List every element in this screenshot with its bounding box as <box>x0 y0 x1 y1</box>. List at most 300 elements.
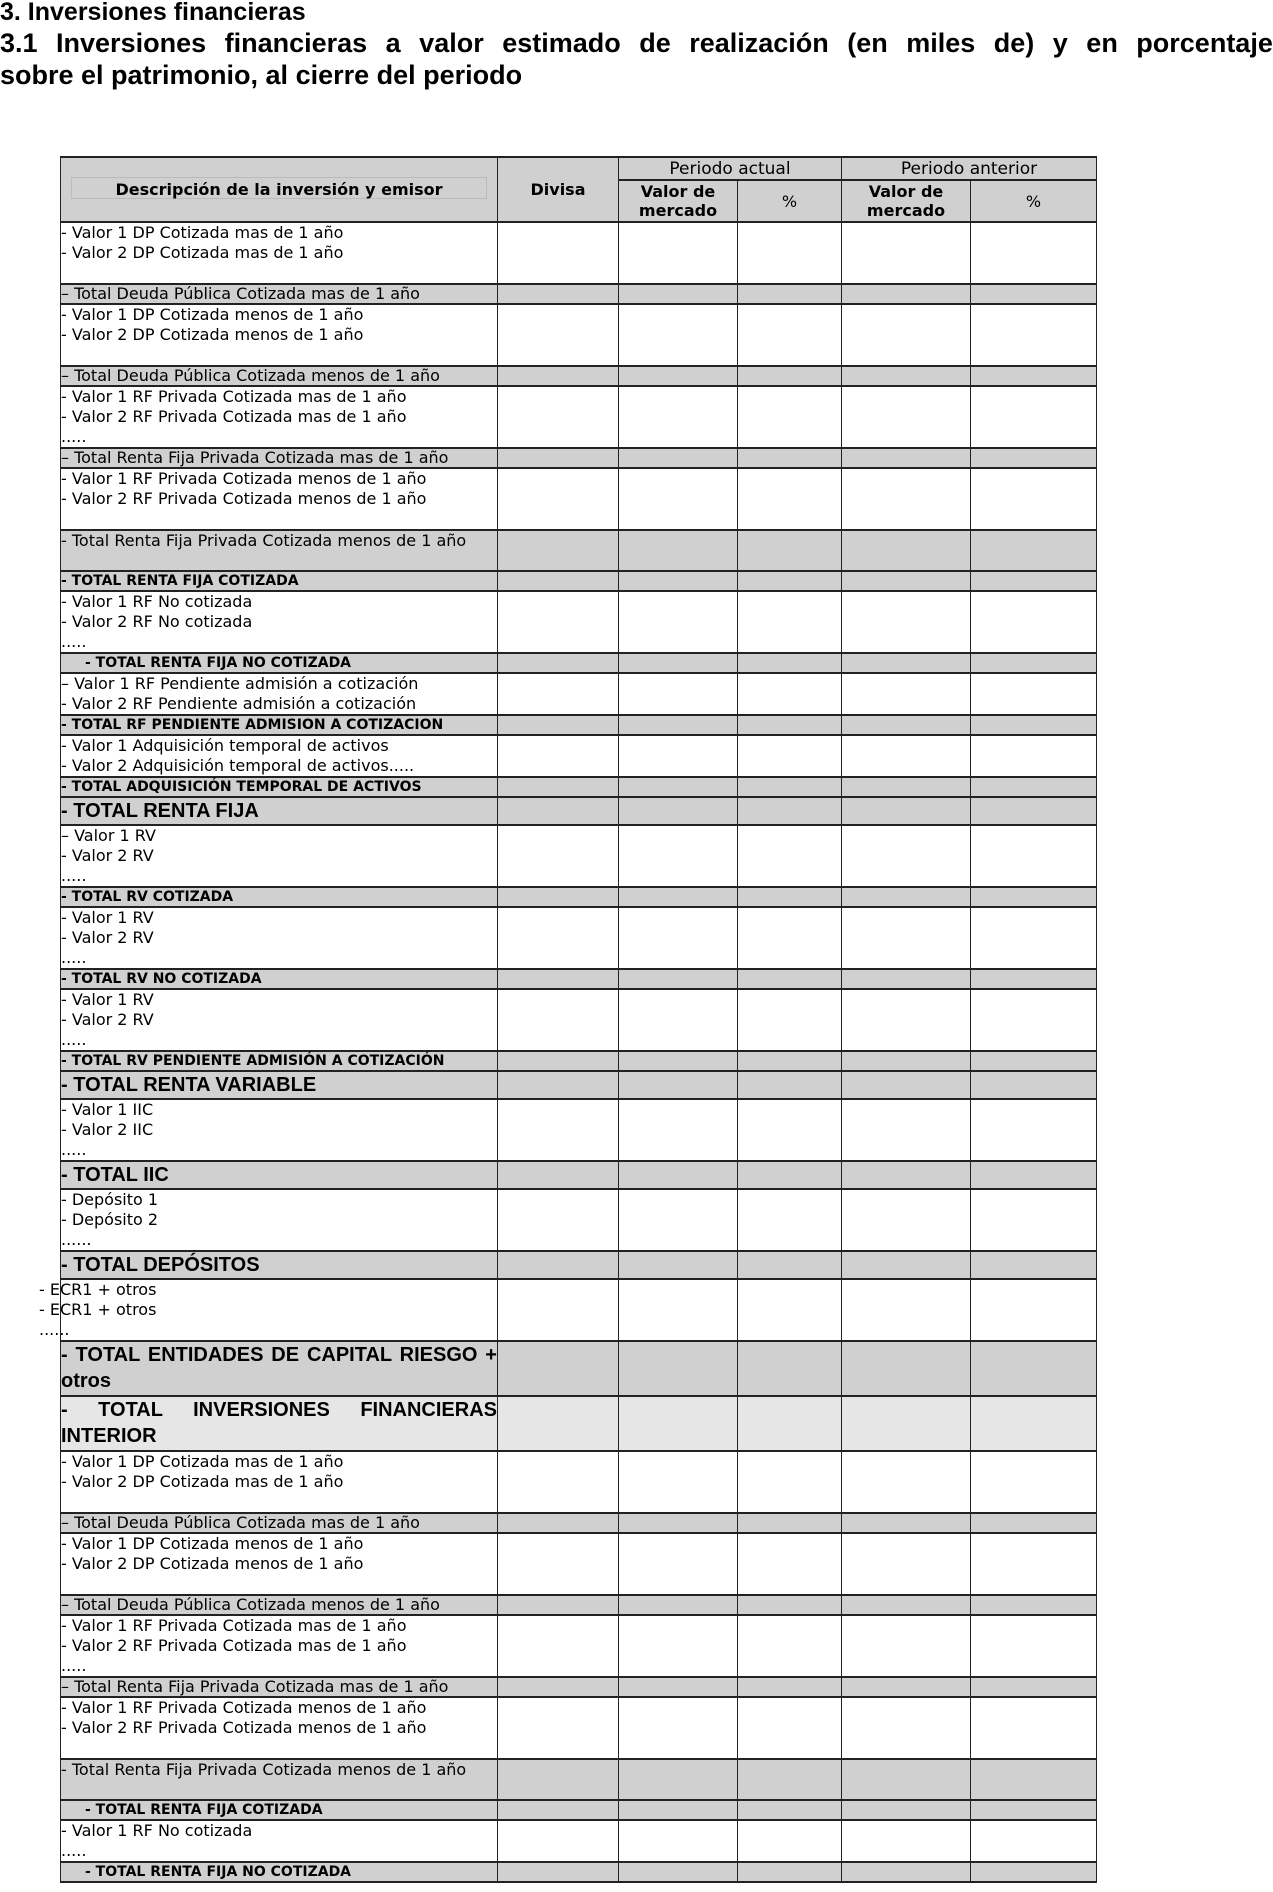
market-value-previous-cell <box>842 448 971 468</box>
table-row <box>61 653 1097 673</box>
market-value-current-cell <box>619 591 738 653</box>
market-value-previous-cell <box>842 1099 971 1161</box>
description-cell <box>61 1396 498 1451</box>
percent-current-cell <box>738 1341 842 1396</box>
market-value-previous-cell <box>842 1189 971 1251</box>
line-item <box>61 1574 497 1594</box>
description-cell <box>61 468 498 530</box>
percent-current-cell <box>738 735 842 777</box>
market-value-previous-cell <box>842 1279 971 1341</box>
table-row <box>61 1677 1097 1697</box>
total-label: – Total Deuda Pública Cotizada menos de 1 año <box>61 366 440 385</box>
percent-current-cell <box>738 1071 842 1099</box>
market-value-previous-cell <box>842 1800 971 1820</box>
table-row <box>61 591 1097 653</box>
percent-previous-cell <box>971 448 1097 468</box>
line-item: - Valor 1 DP Cotizada mas de 1 año <box>61 1452 344 1471</box>
total-label: – Total Renta Fija Privada Cotizada mas de 1 año <box>61 448 449 467</box>
line-item: - Valor 1 RF Privada Cotizada menos de 1 año <box>61 469 427 488</box>
description-cell <box>61 1800 498 1820</box>
description-cell <box>61 591 498 653</box>
currency-cell <box>498 284 619 304</box>
currency-cell <box>498 989 619 1051</box>
market-value-previous-cell <box>842 653 971 673</box>
description-cell <box>61 571 498 591</box>
total-label: - TOTAL RENTA FIJA NO COTIZADA <box>85 1864 352 1880</box>
header-current-period: Periodo actual <box>619 157 842 180</box>
line-item: - Valor 2 Adquisición temporal de activos..... <box>61 756 415 775</box>
subtitle-word: y <box>1052 28 1068 58</box>
percent-previous-cell <box>971 468 1097 530</box>
percent-current-cell <box>738 1251 842 1279</box>
percent-current-cell <box>738 1820 842 1862</box>
description-cell <box>61 969 498 989</box>
currency-cell <box>498 969 619 989</box>
percent-current-cell <box>738 1189 842 1251</box>
currency-cell <box>498 735 619 777</box>
currency-cell <box>498 1759 619 1800</box>
line-item: ...... <box>61 1230 92 1249</box>
line-item: ..... <box>61 866 87 885</box>
percent-previous-cell <box>971 1677 1097 1697</box>
percent-current-cell <box>738 1513 842 1533</box>
table-row <box>61 530 1097 571</box>
market-value-current-cell <box>619 1279 738 1341</box>
subtitle-word: porcentaje <box>1136 28 1273 58</box>
subtitle-number: 3.1 <box>0 28 38 58</box>
description-cell <box>61 1862 498 1882</box>
subtitle-word: realización <box>689 28 829 58</box>
percent-current-cell <box>738 777 842 797</box>
header-currency: Divisa <box>498 157 619 222</box>
percent-previous-cell <box>971 653 1097 673</box>
market-value-previous-cell <box>842 1451 971 1513</box>
market-value-current-cell <box>619 1800 738 1820</box>
market-value-current-cell <box>619 222 738 284</box>
table-row <box>61 1800 1097 1820</box>
subtitle-word: (en <box>847 28 888 58</box>
description-cell <box>61 887 498 907</box>
line-item: - Valor 2 RV <box>61 928 154 947</box>
percent-previous-cell <box>971 1451 1097 1513</box>
description-cell <box>39 1279 498 1341</box>
currency-cell <box>498 715 619 735</box>
description-cell <box>61 1099 498 1161</box>
market-value-previous-cell <box>842 366 971 386</box>
table-row <box>61 907 1097 969</box>
percent-previous-cell <box>971 1513 1097 1533</box>
table-row <box>61 1051 1097 1071</box>
table-row <box>61 1161 1097 1189</box>
currency-cell <box>498 1820 619 1862</box>
percent-current-cell <box>738 1279 842 1341</box>
line-item: ...... <box>39 1320 70 1339</box>
market-value-current-cell <box>619 1595 738 1615</box>
currency-cell <box>498 1595 619 1615</box>
line-item <box>61 1738 497 1758</box>
market-value-previous-cell <box>842 1051 971 1071</box>
table-row <box>61 989 1097 1051</box>
percent-current-cell <box>738 907 842 969</box>
percent-previous-cell <box>971 591 1097 653</box>
percent-current-cell <box>738 468 842 530</box>
total-label: - TOTAL ADQUISICIÓN TEMPORAL DE ACTIVOS <box>61 779 422 795</box>
total-label: - TOTAL DEPÓSITOS <box>61 1254 260 1276</box>
currency-cell <box>498 1862 619 1882</box>
total-label: - TOTAL RV NO COTIZADA <box>61 971 262 987</box>
percent-current-cell <box>738 673 842 715</box>
total-label: - Total Renta Fija Privada Cotizada menos de 1 año <box>61 531 467 550</box>
market-value-current-cell <box>619 777 738 797</box>
currency-cell <box>498 1396 619 1451</box>
table-row <box>61 1071 1097 1099</box>
percent-previous-cell <box>971 222 1097 284</box>
table-row <box>61 386 1097 448</box>
section-title: 3. Inversiones financieras <box>0 0 306 26</box>
line-item: ..... <box>61 427 87 446</box>
currency-cell <box>498 653 619 673</box>
table-row <box>61 1341 1097 1396</box>
total-label: - TOTAL RENTA FIJA COTIZADA <box>85 1802 323 1818</box>
percent-previous-cell <box>971 1615 1097 1677</box>
percent-previous-cell <box>971 825 1097 887</box>
percent-current-cell <box>738 1595 842 1615</box>
percent-previous-cell <box>971 571 1097 591</box>
header-previous-period: Periodo anterior <box>842 157 1097 180</box>
line-item <box>61 1492 497 1512</box>
currency-cell <box>498 1697 619 1759</box>
description-cell <box>61 1697 498 1759</box>
currency-cell <box>498 386 619 448</box>
market-value-previous-cell <box>842 777 971 797</box>
table-row <box>61 1697 1097 1759</box>
line-item <box>61 345 497 365</box>
currency-cell <box>498 571 619 591</box>
market-value-current-cell <box>619 1862 738 1882</box>
percent-current-cell <box>738 1161 842 1189</box>
line-item: - ECR1 + otros <box>39 1280 157 1299</box>
percent-previous-cell <box>971 1051 1097 1071</box>
line-item: - Depósito 2 <box>61 1210 159 1229</box>
table-body <box>39 222 1097 1882</box>
market-value-current-cell <box>619 1396 738 1451</box>
market-value-current-cell <box>619 825 738 887</box>
market-value-current-cell <box>619 735 738 777</box>
line-item: - Valor 2 DP Cotizada mas de 1 año <box>61 1472 344 1491</box>
currency-cell <box>498 448 619 468</box>
total-label: – Total Renta Fija Privada Cotizada mas de 1 año <box>61 1677 449 1696</box>
currency-cell <box>498 1451 619 1513</box>
percent-previous-cell <box>971 1099 1097 1161</box>
table-row <box>61 1251 1097 1279</box>
market-value-previous-cell <box>842 673 971 715</box>
table-row <box>61 284 1097 304</box>
line-item: ..... <box>61 1030 87 1049</box>
subtitle-word: estimado <box>502 28 621 58</box>
percent-previous-cell <box>971 1595 1097 1615</box>
market-value-previous-cell <box>842 1677 971 1697</box>
percent-current-cell <box>738 222 842 284</box>
table-row <box>61 1099 1097 1161</box>
percent-current-cell <box>738 797 842 825</box>
currency-cell <box>498 1099 619 1161</box>
total-label: - TOTAL RENTA FIJA NO COTIZADA <box>85 655 352 671</box>
market-value-previous-cell <box>842 1862 971 1882</box>
description-cell <box>61 653 498 673</box>
header-market-value-previous: Valor de mercado <box>842 180 971 222</box>
percent-current-cell <box>738 1396 842 1451</box>
market-value-previous-cell <box>842 1533 971 1595</box>
currency-cell <box>498 1800 619 1820</box>
line-item: - Valor 1 DP Cotizada menos de 1 año <box>61 305 364 324</box>
percent-previous-cell <box>971 1161 1097 1189</box>
market-value-previous-cell <box>842 468 971 530</box>
currency-cell <box>498 1071 619 1099</box>
table-row <box>61 735 1097 777</box>
market-value-previous-cell <box>842 1595 971 1615</box>
line-item: - Valor 1 Adquisición temporal de activos <box>61 736 389 755</box>
market-value-current-cell <box>619 1820 738 1862</box>
market-value-current-cell <box>619 1533 738 1595</box>
percent-previous-cell <box>971 1820 1097 1862</box>
line-item: - Valor 2 RF Privada Cotizada menos de 1 año <box>61 1718 427 1737</box>
market-value-current-cell <box>619 653 738 673</box>
line-item: ..... <box>61 1656 87 1675</box>
description-cell <box>61 797 498 825</box>
line-item: - Valor 1 RF Privada Cotizada mas de 1 año <box>61 387 407 406</box>
percent-current-cell <box>738 653 842 673</box>
currency-cell <box>498 1341 619 1396</box>
currency-cell <box>498 825 619 887</box>
line-item: - Valor 1 RF Privada Cotizada mas de 1 año <box>61 1616 407 1635</box>
market-value-previous-cell <box>842 284 971 304</box>
line-item: ..... <box>61 948 87 967</box>
description-cell <box>61 1677 498 1697</box>
line-item: - Valor 2 RF Pendiente admisión a cotización <box>61 694 417 713</box>
market-value-current-cell <box>619 969 738 989</box>
market-value-current-cell <box>619 284 738 304</box>
market-value-current-cell <box>619 1615 738 1677</box>
table-row <box>61 1759 1097 1800</box>
line-item: ..... <box>61 1841 87 1860</box>
market-value-current-cell <box>619 1099 738 1161</box>
table-row <box>61 448 1097 468</box>
line-item: - Valor 2 DP Cotizada menos de 1 año <box>61 325 364 344</box>
description-cell <box>61 777 498 797</box>
market-value-current-cell <box>619 715 738 735</box>
line-item: - Valor 2 RV <box>61 846 154 865</box>
percent-previous-cell <box>971 1279 1097 1341</box>
header-percent-previous: % <box>971 180 1097 222</box>
table-row <box>61 797 1097 825</box>
description-cell <box>61 1341 498 1396</box>
percent-previous-cell <box>971 1341 1097 1396</box>
market-value-current-cell <box>619 1759 738 1800</box>
subtitle-word: financieras <box>224 28 368 58</box>
table-row <box>61 304 1097 366</box>
line-item: - Valor 1 IIC <box>61 1100 154 1119</box>
percent-previous-cell <box>971 530 1097 571</box>
section-subtitle-line2: sobre el patrimonio, al cierre del periodo <box>0 60 523 90</box>
market-value-previous-cell <box>842 1161 971 1189</box>
currency-cell <box>498 1615 619 1677</box>
market-value-current-cell <box>619 887 738 907</box>
market-value-current-cell <box>619 1251 738 1279</box>
percent-current-cell <box>738 1800 842 1820</box>
market-value-current-cell <box>619 989 738 1051</box>
line-item: - Valor 2 RF Privada Cotizada menos de 1 año <box>61 489 427 508</box>
total-label: - Total Renta Fija Privada Cotizada menos de 1 año <box>61 1760 467 1779</box>
currency-cell <box>498 1513 619 1533</box>
table-row <box>61 1820 1097 1862</box>
market-value-current-cell <box>619 1677 738 1697</box>
percent-current-cell <box>738 304 842 366</box>
line-item: - Valor 2 IIC <box>61 1120 154 1139</box>
header-description: Descripción de la inversión y emisor <box>61 157 498 222</box>
market-value-current-cell <box>619 1697 738 1759</box>
description-cell <box>61 735 498 777</box>
market-value-current-cell <box>619 1513 738 1533</box>
currency-cell <box>498 468 619 530</box>
total-label: - TOTAL INVERSIONES FINANCIERAS INTERIOR <box>61 1399 497 1447</box>
description-cell <box>61 989 498 1051</box>
subtitle-word: de) <box>993 28 1035 58</box>
percent-previous-cell <box>971 1697 1097 1759</box>
line-item: - Depósito 1 <box>61 1190 159 1209</box>
table-row <box>61 1451 1097 1513</box>
table-row <box>61 673 1097 715</box>
percent-previous-cell <box>971 715 1097 735</box>
market-value-previous-cell <box>842 571 971 591</box>
market-value-current-cell <box>619 673 738 715</box>
percent-current-cell <box>738 1533 842 1595</box>
market-value-previous-cell <box>842 1513 971 1533</box>
description-cell <box>61 1533 498 1595</box>
total-label: - TOTAL RENTA VARIABLE <box>61 1074 317 1096</box>
percent-previous-cell <box>971 1251 1097 1279</box>
table-row <box>61 366 1097 386</box>
line-item: - Valor 2 DP Cotizada menos de 1 año <box>61 1554 364 1573</box>
table-row <box>61 1189 1097 1251</box>
market-value-previous-cell <box>842 735 971 777</box>
description-cell <box>61 1189 498 1251</box>
currency-cell <box>498 797 619 825</box>
description-cell <box>61 448 498 468</box>
line-item: - Valor 1 RF No cotizada <box>61 592 253 611</box>
line-item: - Valor 1 DP Cotizada menos de 1 año <box>61 1534 364 1553</box>
currency-cell <box>498 1251 619 1279</box>
total-label: - TOTAL IIC <box>61 1164 169 1186</box>
percent-previous-cell <box>971 1862 1097 1882</box>
table-row <box>61 1862 1097 1882</box>
description-cell <box>61 907 498 969</box>
market-value-previous-cell <box>842 591 971 653</box>
percent-previous-cell <box>971 1533 1097 1595</box>
currency-cell <box>498 673 619 715</box>
description-cell <box>61 1513 498 1533</box>
market-value-previous-cell <box>842 1820 971 1862</box>
currency-cell <box>498 1189 619 1251</box>
percent-previous-cell <box>971 284 1097 304</box>
currency-cell <box>498 1279 619 1341</box>
market-value-current-cell <box>619 1161 738 1189</box>
percent-current-cell <box>738 530 842 571</box>
percent-current-cell <box>738 1759 842 1800</box>
line-item: - Valor 1 DP Cotizada mas de 1 año <box>61 223 344 242</box>
percent-previous-cell <box>971 1071 1097 1099</box>
market-value-previous-cell <box>842 825 971 887</box>
percent-current-cell <box>738 715 842 735</box>
table-row <box>61 1513 1097 1533</box>
line-item: - Valor 2 RF Privada Cotizada mas de 1 año <box>61 1636 407 1655</box>
description-cell <box>61 284 498 304</box>
description-cell <box>61 386 498 448</box>
table-row <box>61 468 1097 530</box>
total-label: - TOTAL RENTA FIJA COTIZADA <box>61 573 299 589</box>
market-value-current-cell <box>619 1189 738 1251</box>
percent-previous-cell <box>971 907 1097 969</box>
percent-previous-cell <box>971 969 1097 989</box>
description-cell <box>61 1161 498 1189</box>
section-subtitle <box>0 28 1273 59</box>
table-row <box>61 715 1097 735</box>
currency-cell <box>498 907 619 969</box>
percent-current-cell <box>738 366 842 386</box>
market-value-previous-cell <box>842 304 971 366</box>
market-value-previous-cell <box>842 530 971 571</box>
currency-cell <box>498 366 619 386</box>
market-value-previous-cell <box>842 907 971 969</box>
percent-current-cell <box>738 591 842 653</box>
percent-current-cell <box>738 448 842 468</box>
currency-cell <box>498 222 619 284</box>
line-item: ..... <box>61 632 87 651</box>
percent-current-cell <box>738 1615 842 1677</box>
market-value-current-cell <box>619 1071 738 1099</box>
table-row <box>61 1279 1097 1341</box>
percent-previous-cell <box>971 366 1097 386</box>
total-label: - TOTAL ENTIDADES DE CAPITAL RIESGO + otros <box>61 1344 497 1392</box>
description-cell <box>61 1820 498 1862</box>
market-value-current-cell <box>619 1341 738 1396</box>
investments-table <box>39 156 1097 1883</box>
subtitle-word: en <box>1086 28 1118 58</box>
description-cell <box>61 304 498 366</box>
table-row <box>61 222 1097 284</box>
currency-cell <box>498 1051 619 1071</box>
description-cell <box>61 825 498 887</box>
table-row <box>61 777 1097 797</box>
market-value-current-cell <box>619 448 738 468</box>
percent-current-cell <box>738 284 842 304</box>
market-value-current-cell <box>619 797 738 825</box>
percent-previous-cell <box>971 304 1097 366</box>
percent-previous-cell <box>971 1189 1097 1251</box>
market-value-previous-cell <box>842 887 971 907</box>
market-value-current-cell <box>619 1451 738 1513</box>
currency-cell <box>498 304 619 366</box>
market-value-current-cell <box>619 530 738 571</box>
percent-previous-cell <box>971 1800 1097 1820</box>
description-cell <box>61 1451 498 1513</box>
subtitle-word: a <box>385 28 401 58</box>
table-row <box>61 1595 1097 1615</box>
description-cell <box>61 1051 498 1071</box>
table-row <box>61 571 1097 591</box>
line-item <box>61 263 497 283</box>
table-row <box>61 969 1097 989</box>
line-item: - Valor 2 RV <box>61 1010 154 1029</box>
